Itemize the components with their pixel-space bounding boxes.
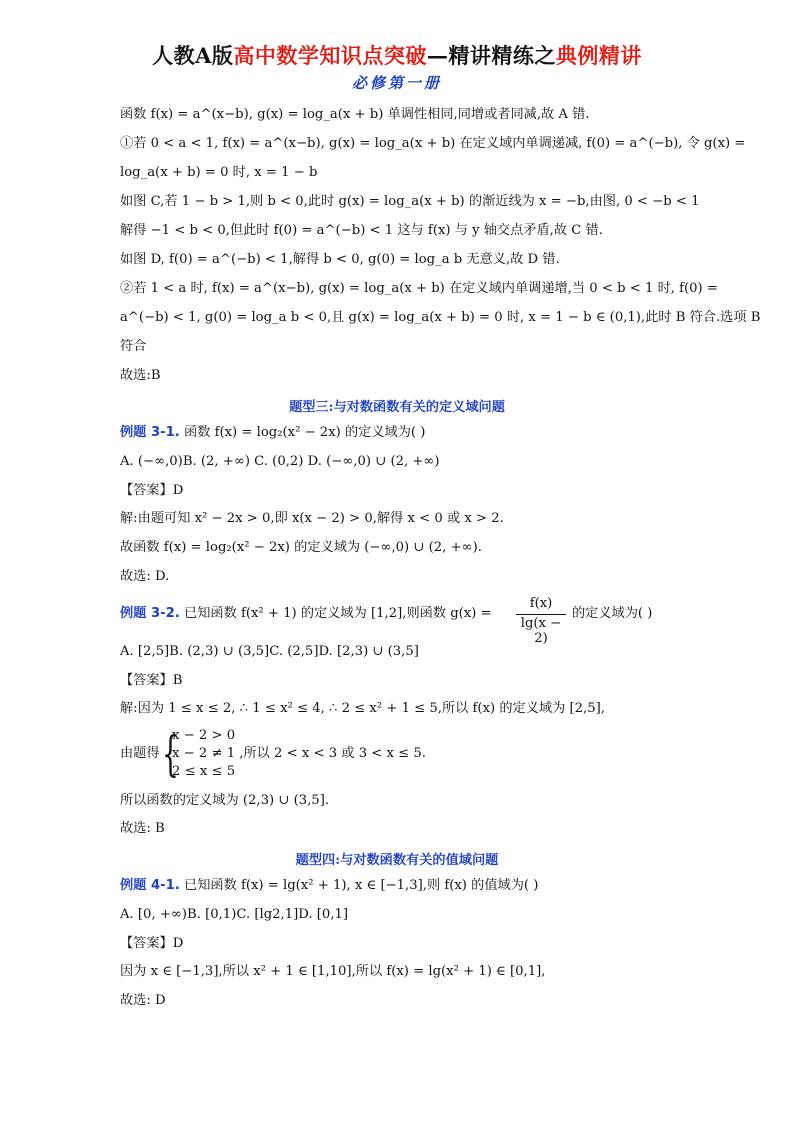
section-heading-3: 题型三:与对数函数有关的定义域问题 [289, 400, 505, 415]
system-prefix: 由题得 [120, 746, 160, 761]
solution-line-1: 函数 f(x) = a^(x−b), g(x) = log_a(x + b) 单调性相同,同增或者同减,故 A 错. [120, 107, 590, 122]
title-part-4: 典例精讲 [555, 43, 642, 68]
title-dash: — [426, 43, 449, 68]
fraction-expression [514, 596, 568, 646]
example-4-1-solution-2: 故选: D [120, 993, 166, 1008]
solution-line-5: 解得 −1 < b < 0,但此时 f(0) = a^(−b) < 1 这与 f(x) 与 y 轴交点矛盾,故 C 错. [120, 223, 603, 238]
fraction-denominator: lg(x − 2) [520, 616, 562, 646]
example-4-1-options: A. [0, +∞)B. [0,1)C. [lg2,1]D. [0,1] [120, 907, 349, 922]
title-part-1: 人教A版 [152, 43, 234, 68]
example-3-2-answer: 【答案】B [120, 673, 183, 688]
solution-line-2: ①若 0 < a < 1, f(x) = a^(x−b), g(x) = log_a(x + b) 在定义域内单调递减, f(0) = a^(−b), 令 g(x) = [120, 136, 746, 151]
title-part-2: 高中数学知识点突破 [233, 43, 427, 68]
fraction-numerator: f(x) [529, 596, 553, 611]
page-subtitle: 必修第一册 [351, 74, 442, 92]
example-4-1-label: 例题 4-1. [120, 878, 180, 893]
title-part-3: 精讲精练之 [448, 43, 556, 68]
example-3-2-solution-3: 故选: B [120, 821, 165, 836]
system-line-2: x − 2 ≠ 1 ,所以 2 < x < 3 或 3 < x ≤ 5. [172, 746, 426, 761]
example-3-1-solution-3: 故选: D. [120, 569, 170, 584]
section-heading-4: 题型四:与对数函数有关的值域问题 [295, 853, 499, 868]
example-3-2-text-a: 已知函数 f(x² + 1) 的定义域为 [1,2],则函数 g(x) = [184, 606, 492, 621]
example-4-1-text: 已知函数 f(x) = lg(x² + 1), x ∈ [−1,3],则 f(x) 的值域为( ) [184, 878, 539, 893]
solution-line-4: 如图 C,若 1 − b > 1,则 b < 0,此时 g(x) = log_a(x + b) 的渐近线为 x = −b,由图, 0 < −b < 1 [120, 194, 700, 209]
example-3-2-solution-2: 所以函数的定义域为 (2,3) ∪ (3,5]. [120, 793, 330, 808]
system-line-3: 2 ≤ x ≤ 5 [172, 764, 236, 779]
system-line-1: x − 2 > 0 [172, 728, 236, 743]
example-4-1-answer: 【答案】D [120, 936, 184, 951]
system-brace: { [162, 726, 179, 782]
solution-line-10: 故选:B [120, 368, 161, 383]
example-3-1-question [120, 424, 425, 442]
solution-line-3: log_a(x + b) = 0 时, x = 1 − b [120, 165, 318, 180]
example-3-1-label: 例题 3-1. [120, 425, 180, 440]
example-3-2-options: A. [2,5]B. (2,3) ∪ (3,5]C. (2,5]D. [2,3) ∪ (3,5] [120, 644, 419, 659]
example-4-1-question [120, 877, 538, 895]
example-3-2-solution-1: 解:因为 1 ≤ x ≤ 2, ∴ 1 ≤ x² ≤ 4, ∴ 2 ≤ x² + 1 ≤ 5,所以 f(x) 的定义域为 [2,5], [120, 701, 605, 716]
example-3-2-label: 例题 3-2. [120, 606, 180, 621]
example-3-1-options: A. (−∞,0)B. (2, +∞) C. (0,2) D. (−∞,0) ∪ (2, +∞) [120, 454, 440, 469]
solution-line-9: 符合 [120, 339, 147, 354]
example-3-1-text: 函数 f(x) = log₂(x² − 2x) 的定义域为( ) [184, 425, 426, 440]
solution-line-8: a^(−b) < 1, g(0) = log_a b < 0,且 g(x) = log_a(x + b) = 0 时, x = 1 − b ∈ (0,1),此时 B 符合.选项 B [120, 310, 761, 325]
example-4-1-solution-1: 因为 x ∈ [−1,3],所以 x² + 1 ∈ [1,10],所以 f(x) = lg(x² + 1) ∈ [0,1], [120, 964, 546, 979]
example-3-2-question [120, 605, 492, 623]
example-3-1-solution-1: 解:由题可知 x² − 2x > 0,即 x(x − 2) > 0,解得 x < 0 或 x > 2. [120, 511, 504, 526]
solution-line-7: ②若 1 < a 时, f(x) = a^(x−b), g(x) = log_a(x + b) 在定义域内单调递增,当 0 < b < 1 时, f(0) = [120, 281, 718, 296]
example-3-1-answer: 【答案】D [120, 483, 184, 498]
example-3-2-text-b: 的定义域为( ) [572, 606, 653, 621]
example-3-1-solution-2: 故函数 f(x) = log₂(x² − 2x) 的定义域为 (−∞,0) ∪ (2, +∞). [120, 540, 482, 555]
solution-line-6: 如图 D, f(0) = a^(−b) < 1,解得 b < 0, g(0) = log_a b 无意义,故 D 错. [120, 252, 560, 267]
page-title [0, 40, 794, 70]
